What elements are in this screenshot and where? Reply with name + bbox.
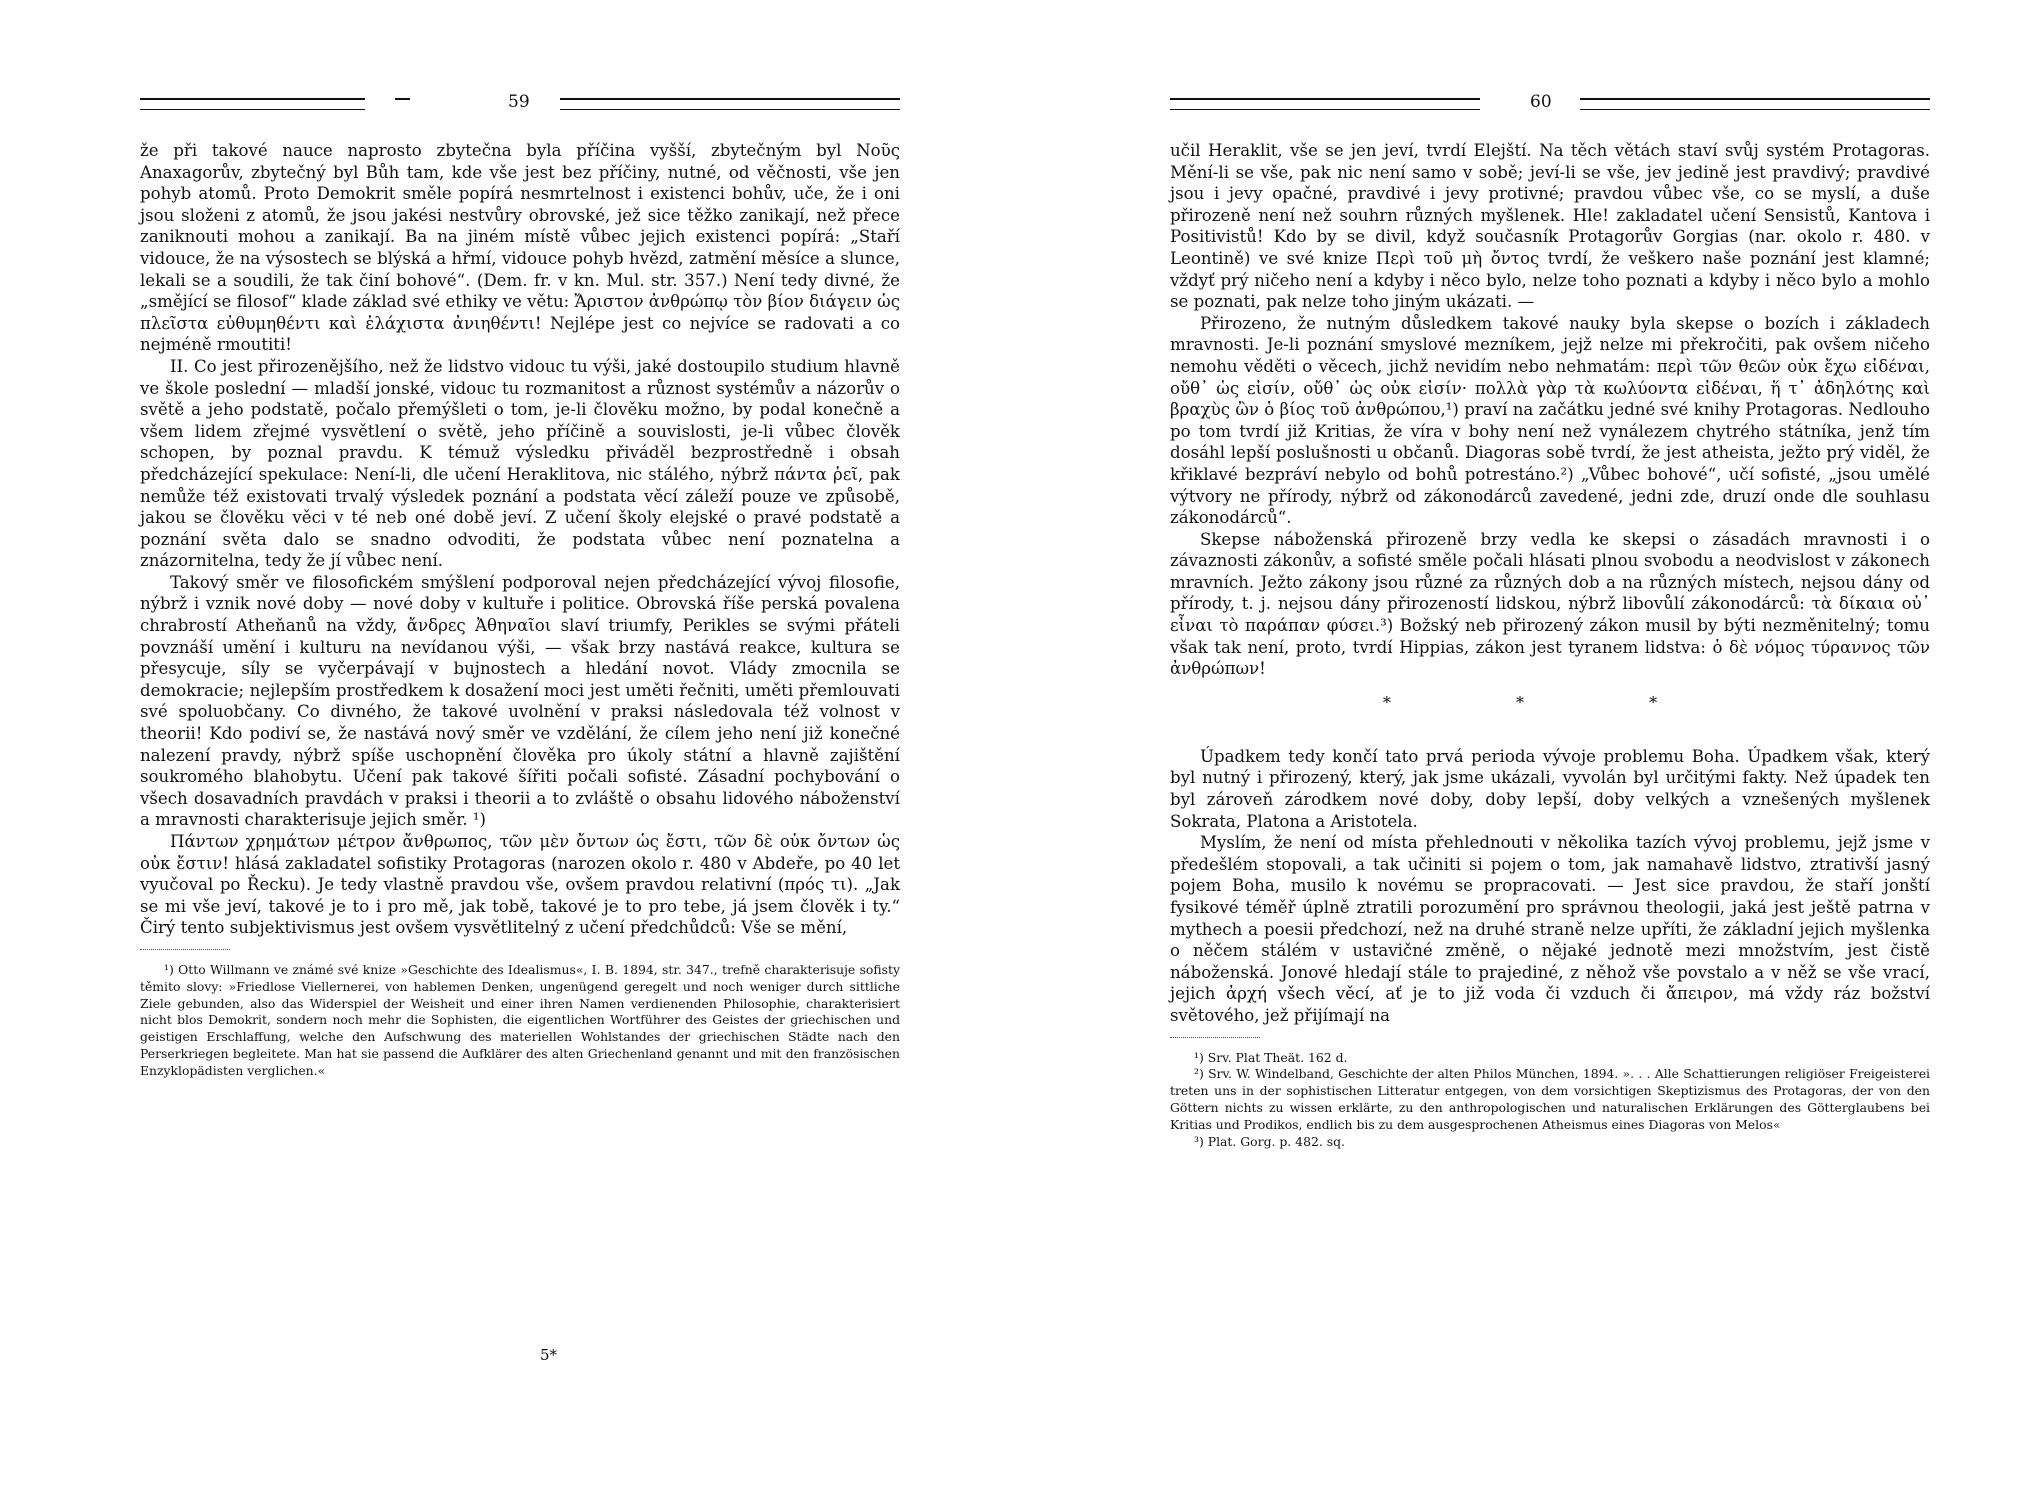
header-rule <box>1580 98 1930 110</box>
header-rule <box>140 98 365 110</box>
footnotes-right <box>1170 1050 1930 1151</box>
footnote: ¹) Otto Willmann ve známé své knize »Geschichte des Idealismus«, I. B. 1894, str. 347., trefně charakterisuje sofisty těmito slovy: »Friedlose Viellernerei, von hablemen Denken, ungenügend geregelt und noch weniger durch sittliche Ziele gebunden, also das Widerspiel der Weisheit und einer ihren Namen verdienenden Philosophie, charakterisiert nicht blos Demokrit, sondern noch mehr die Sophisten, die eigentlichen Wortführer des Geistes der griechischen und geistigen Erschlaffung, welche den Aufschwung des materiellen Wohlstandes der griechischen Städte nach den Perserkriegen begleitete. Man hat sie passend die Aufklärer des alten Griechenland genannt und mit den französischen Enzyklopädisten verglichen.« <box>140 961 900 1078</box>
header-rule <box>1170 98 1480 110</box>
footnotes-left <box>140 962 900 1080</box>
paragraph: učil Heraklit, vše se jen jeví, tvrdí Elejští. Na těch větách staví svůj systém Protagoras. Mění-li se vše, pak nic není samo v sobě; jeví-li se vše, jev jedině jest pravdivý; pravdivé jsou i jevy opačné, pravdivé i jevy protivné; pravdou vůbec vše, co se myslí, a duše přirozeně není než souhrn různých myšlenek. Hle! zakladatel učení Sensistů, Kantova i Positivistů! Kdo by se divil, když současník Protagorův Gorgias (nar. okolo r. 480. v Leontině) ve své knize Περὶ τοῦ μὴ ὄντος tvrdí, že veškero naše poznání jest klamné; vždyť prý ničeho není a kdyby i něco bylo, nelze toho poznati a kdyby i něco bylo a mohlo se poznati, pak nelze toho jiným ukázati. — <box>1170 141 1930 312</box>
footnote-separator <box>140 949 230 950</box>
right-page <box>1170 0 1930 1500</box>
paragraph: Úpadkem tedy končí tato prvá perioda vývoje problemu Boha. Úpadkem však, který byl nutný i přirozený, který, jak jsme ukázali, vyvolán byl určitými fakty. Než úpadek ten byl zároveň zárodkem nové doby, doby lepší, doby velkých a vznešených myšlenek Sokrata, Platona a Aristotela. <box>1170 746 1930 831</box>
footnote: ³) Plat. Gorg. p. 482. sq. <box>1194 1133 1345 1149</box>
page-header-right <box>1170 92 1930 116</box>
section-separator: * * * <box>1382 692 1718 712</box>
signature-mark: 5* <box>540 1346 558 1364</box>
left-body <box>140 140 900 1080</box>
footnote: ¹) Srv. Plat Theät. 162 d. <box>1194 1049 1348 1065</box>
page-number: 59 <box>508 92 530 112</box>
paragraph: Πάντων χρημάτων μέτρον ἄνθρωπος, τῶν μὲν ὄντων ὡς ἔστι, τῶν δὲ οὐκ ὄντων ὡς οὐκ ἔστιν! hlásá zakladatel sofistiky Protagoras (narozen okolo r. 480 v Abdeře, po 40 let vyučoval po Řecku). Je tedy vlastně pravdou vše, ovšem pravdou relativní (πρός τι). „Jak se mi vše jeví, takové je to i pro mě, jak tobě, takové je to pro tebe, já jsem člověk i ty.“ Čirý tento subjektivismus jest ovšem vysvětlitelný z učení předchůdců: Vše se mění, <box>140 832 900 938</box>
header-rule <box>560 98 900 110</box>
left-page <box>140 0 900 1500</box>
header-rule <box>395 98 410 109</box>
paragraph: Myslím, že není od místa přehlednouti v několika tazích vývoj problemu, jejž jsme v předešlém stopovali, a tak učiniti si pojem o tom, jak namahavě lidstvo, ztrativší jasný pojem Boha, musilo k novému se propracovati. — Jest sice pravdou, že staří jonští fysikové téměř úplně ztratili porozumění pro správnou theologii, jaká jest ještě patrna v mytheсh a poesii předchozí, než na druhé straně nelze upříti, že základní jejich myšlenka o něčem stálém v ustavičné změně, o nějaké jednotě mezi množstvím, jest čistě náboženská. Jonové hledají stále to prajediné, z něhož vše povstalo a v něž se vše vrací, jejich ἀρχή všech věcí, ať je to již voda či vzduch či ἄπειρον, má vždy ráz božství světového, jež přijímají na <box>1170 833 1930 1025</box>
page-header-left <box>140 92 900 116</box>
paragraph: že při takové nauce naprosto zbytečna byla příčina vyšší, zbytečným byl Νοῦς Anaxagorův, zbytečný byl Bůh tam, kde vše jest bez příčiny, nutné, od věčnosti, vše jen pohyb atomů. Proto Demokrit směle popírá nesmrtelnost i existenci bohův, uče, že i oni jsou složeni z atomů, že jsou jakési nestvůry obrovské, jež sice těžko zanikají, než přece zaniknouti mohou a zanikají. Ba na jiném místě vůbec jejich existenci popírá: „Staří vidouce, že na výsostech se blýská a hřmí, vidouce pohyb hvězd, zatmění měsíce a slunce, lekali se a soudili, že tak činí bohové“. (Dem. fr. v kn. Mul. str. 357.) Není tedy divné, že „smějící se filosof“ klade základ své ethiky ve větu: Ἄριστον ἀνθρώπῳ τὸν βίον διάγειν ὡς πλεῖστα εὐθυμηθέντι καὶ ἐλάχιστα ἀνιηθέντι! Nejlépe jest co nejvíce se radovati a co nejméně rmoutiti! <box>140 141 900 355</box>
page-number: 60 <box>1530 92 1552 112</box>
footnote-separator <box>1170 1037 1260 1038</box>
paragraph: II. Co jest přirozenějšího, než že lidstvo vidouc tu výši, jaké dostoupilo studium hlavně ve škole poslední — mladší jonské, vidouc tu rozmanitost a různost systémův a názorův o světě a jeho podstatě, počalo přemýšleti o tom, je-li člověku možno, by podal konečně a všem lidem zřejmé vysvětlení o světě, jeho příčině a souvislosti, je-li vůbec člověk schopen, by poznal pravdu. K témuž výsledku přiváděl bezprostředně i obsah předcházející spekulace: Není-li, dle učení Heraklitova, nic stálého, nýbrž πάντα ῥεῖ, pak nemůže též existovati trvalý výsledek poznání a podstata věcí záleží pouze ve způsobě, jakou se člověku věci v té neb oné době jeví. Z učení školy elejské o pravé podstatě a poznání světa dalo se snadno odvoditi, že podstata vůbec není poznatelna a znázornitelna, tedy že jí vůbec není. <box>140 356 900 571</box>
paragraph: Přirozeno, že nutným důsledkem takové nauky byla skepse o bozích i základech mravnosti. Je-li poznání smyslové mezníkem, jejž nelze mi překročiti, pak ovšem ničeho nemohu věděti o věcech, jichž nevidím nebo nehmatám: περὶ τῶν θεῶν οὐκ ἔχω εἰδέναι, οὔθ᾽ ὡς εἰσίν, οὔθ᾽ ὡς οὐκ εἰσίν· πολλὰ γὰρ τὰ κωλύοντα εἰδέναι, ἥ τ᾽ ἀδηλότης καὶ βραχὺς ὢν ὁ βίος τοῦ ἀνθρώπου,¹) praví na začátku jedné své knihy Protagoras. Nedlouho po tom tvrdí již Kritias, že víra v bohy není než vynálezem chytrého státníka, jenž tím dosáhl lepší poslušnosti u občanů. Diagoras sobě tvrdí, že jest atheista, ježto prý viděl, že křiklavé bezpráví nebylo od bohů potrestáno.²) „Vůbec bohové“, učí sofisté, „jsou umělé výtvory ne přírody, nýbrž od zákonodárců zavedené, jedni zde, druzí onde dle souhlasu zákonodárců“. <box>1170 313 1930 528</box>
paragraph: Skepse náboženská přirozeně brzy vedla ke skepsi o zásadách mravnosti i o závaznosti zákonův, a sofisté směle počali hlásati plnou svobodu a neodvislost v zákonech mravních. Ježto zákony jsou různé za různých dob a na různých místech, nejsou dány od přírody, t. j. nejsou dány přirozeností lidskou, nýbrž libovůlí zákonodárců: τὰ δίκαια οὐ᾽ εἶναι τὸ παράπαν φύσει.³) Božský neb přirozený zákon musil by býti nezměnitelný; tomu však tak není, proto, tvrdí Hippias, zákon jest tyranem lidstva: ὁ δὲ νόμος τύραννος τῶν ἀνθρώπων! <box>1170 529 1930 679</box>
right-body <box>1170 140 1930 1150</box>
paragraph: Takový směr ve filosofickém smýšlení podporoval nejen předcházející vývoj filosofie, nýbrž i vznik nové doby — nové doby v kultuře i politice. Obrovská říše perská povalena chrabrostí Atheňanů na vždy, ἄνδρες Ἀθηναῖοι slaví triumfy, Perikles se svými přáteli povznáší umění i kulturu na nevídanou výši, — však brzy nastává reakce, kultura se přesycuje, síly se vyčerpávají v bujnostech a hledání novot. Vlády zmocnila se demokracie; nejlepším prostředkem k dosažení moci jest uměti řečniti, uměti přemlouvati své spoluobčany. Co divného, že takové uvolnění v praksi následovala též volnost v theorii! Kdo podiví se, že nastává nový směr ve vzdělání, že cílem jeho není již konečné nalezení pravdy, nýbrž spíše uschopnění člověka pro úkoly státní a hlavně zajištění soukromého blahobytu. Učení pak takové šířiti počali sofisté. Zásadní pochybování o všech dosavadních pravdách v praksi i theorii a to zvláště o obsahu lidového náboženství a mravnosti charakterisuje jejich směr. ¹) <box>140 572 900 830</box>
footnote: ²) Srv. W. Windelband, Geschichte der alten Philos München, 1894. ». . . Alle Schattierungen religiöser Freigeisterei treten uns in der sophistischen Litteratur entgegen, von dem vorsichtigen Skeptizismus des Protagoras, der von den Göttern nichts zu wissen erklärte, zu den anthropologischen und naturalischen Erklärungen des Götterglaubens bei Kritias und Prodikos, endlich bis zu dem ausgesprochenen Atheismus eines Diagoras von Melos« <box>1170 1066 1930 1132</box>
